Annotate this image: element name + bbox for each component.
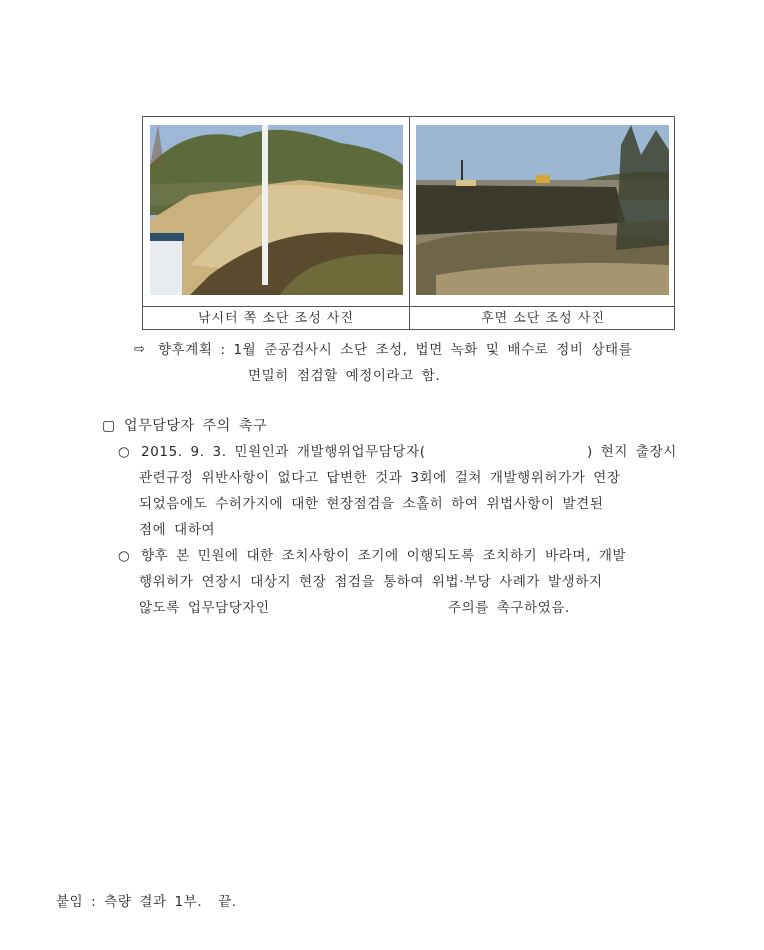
photo-rear-slope xyxy=(416,125,669,295)
item-2-bullet-icon: ○ xyxy=(118,548,130,564)
item-2-line-1: 향후 본 민원에 대한 조치사항이 조기에 이행되도록 조치하기 바라며, 개발 xyxy=(141,548,627,564)
photo-table xyxy=(142,116,675,330)
plan-arrow-icon: ⇨ xyxy=(134,342,145,357)
attachment-note: 붙임 : 측량 결과 1부. 끝. xyxy=(56,894,237,910)
section-marker-icon: ▢ xyxy=(102,418,116,434)
item-2-line-3b: 주의를 촉구하였음. xyxy=(448,600,570,616)
plan-line-2: 면밀히 점검할 예정이라고 함. xyxy=(248,368,441,384)
right-photo-caption: 후면 소단 조성 사진 xyxy=(481,311,605,326)
section-title: 업무담당자 주의 촉구 xyxy=(124,418,268,434)
photo-fishing-site-slope xyxy=(150,125,403,295)
item-1-line-1a: 2015. 9. 3. 민원인과 개발행위업무담당자( xyxy=(141,444,426,460)
item-1-line-3: 되었음에도 수허가지에 대한 현장점검을 소홀히 하여 위법사항이 발견된 xyxy=(139,496,604,512)
item-1-line-1b: ) 현지 출장시 xyxy=(587,444,677,460)
left-photo-caption: 낚시터 쪽 소단 조성 사진 xyxy=(197,311,355,326)
item-1-bullet-icon: ○ xyxy=(118,444,130,460)
item-2-line-3a: 않도록 업무담당자인 xyxy=(139,600,270,616)
item-2-line-2: 행위허가 연장시 대상지 현장 점검을 통하여 위법·부당 사례가 발생하지 xyxy=(139,574,603,590)
item-1-line-4: 점에 대하여 xyxy=(139,522,216,538)
plan-line-1: 향후계획 : 1월 준공검사시 소단 조성, 법면 녹화 및 배수로 정비 상태를 xyxy=(158,342,633,358)
item-1-line-2: 관련규정 위반사항이 없다고 답변한 것과 3회에 걸쳐 개발행위허가가 연장 xyxy=(139,470,621,486)
table-divider-vertical xyxy=(409,117,410,329)
